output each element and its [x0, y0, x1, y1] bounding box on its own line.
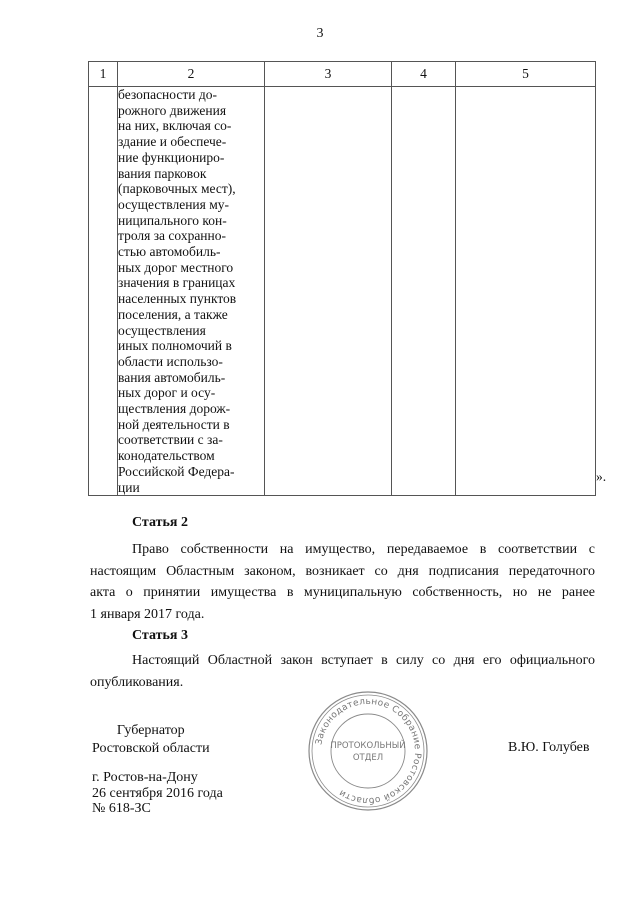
stamp-inner-line-1: ПРОТОКОЛЬНЫЙ	[330, 741, 406, 751]
cell-line: ной деятельности в	[118, 416, 230, 432]
table-header-cell: 1	[89, 62, 118, 87]
paragraph-line: опубликования.	[90, 674, 184, 690]
paragraph-line: Настоящий Областной закон вступает в силу со дня его официального	[132, 653, 595, 668]
signatory-region: Ростовской области	[92, 741, 210, 756]
paragraph-line: Право собственности на имущество, передаваемое в соответствии с	[132, 542, 595, 557]
cell-line: ции	[118, 479, 140, 495]
cell-line: ных дорог местного	[118, 259, 234, 275]
cell-line: поселения, а также	[118, 306, 228, 322]
cell-line: вания автомобиль-	[118, 369, 226, 385]
signatory-position: Губернатор	[116, 723, 185, 738]
table-row	[89, 87, 596, 496]
stamp-outer-text: Законодательное Собрание Ростовской области	[314, 696, 423, 806]
cell-line: рожного движения	[118, 102, 227, 118]
cell-line: стью автомобиль-	[118, 244, 221, 260]
cell-line: троля за сохранно-	[118, 228, 226, 244]
cell-line: на них, включая со-	[118, 118, 232, 134]
table-cell	[392, 87, 456, 496]
official-stamp	[306, 689, 430, 813]
table-header-cell: 4	[392, 62, 456, 87]
stamp-inner-line-2: ОТДЕЛ	[352, 753, 384, 763]
article-3-text	[90, 650, 595, 693]
signatory-title	[92, 722, 210, 758]
table-header-cell: 3	[265, 62, 392, 87]
cell-line: ние функциониро-	[118, 149, 225, 165]
table-cell	[456, 87, 596, 496]
cell-line: безопасности до-	[118, 87, 217, 102]
article-3-title: Статья 3	[132, 628, 188, 643]
cell-line: (парковочных мест),	[118, 181, 236, 197]
cell-line: Российской Федера-	[118, 463, 235, 479]
table-cell	[89, 87, 118, 496]
cell-line: ниципального кон-	[118, 212, 227, 228]
law-number: № 618-ЗС	[92, 801, 151, 816]
signing-date: 26 сентября 2016 года	[92, 785, 223, 801]
cell-line: населенных пунктов	[118, 291, 237, 307]
cell-line: здание и обеспече-	[118, 134, 227, 150]
cell-line: значения в границах	[118, 275, 236, 291]
cell-line: осуществления му-	[118, 196, 230, 212]
paragraph-line: акта о принятии имущества в муниципальную собственность, но не ранее	[90, 585, 595, 600]
paragraph-line: 1 января 2017 года.	[90, 606, 205, 622]
cell-line: конодательством	[118, 448, 215, 464]
place-and-date	[92, 770, 223, 817]
stamp-seal-graphic	[306, 689, 430, 813]
closing-quote: ».	[596, 469, 607, 484]
article-2-text	[90, 539, 595, 625]
cell-line: вания парковок	[118, 165, 207, 181]
cell-line: области использо-	[118, 353, 223, 369]
cell-line: ществления дорож-	[118, 401, 231, 417]
city: г. Ростов-на-Дону	[92, 770, 198, 785]
table-header-cell: 5	[456, 62, 596, 87]
continuation-table	[88, 61, 596, 496]
article-2-title: Статья 2	[132, 515, 188, 530]
table-header-cell: 2	[118, 62, 265, 87]
cell-line: соответствии с за-	[118, 432, 223, 448]
table-header-row	[89, 62, 596, 87]
cell-line: иных полномочий в	[118, 338, 232, 354]
paragraph-line: настоящим Областным законом, возникает со дня подписания передаточного	[90, 563, 595, 579]
cell-line: осуществления	[118, 322, 206, 338]
table-cell-description	[118, 87, 265, 496]
table-cell	[265, 87, 392, 496]
page-number: 3	[316, 26, 324, 41]
signatory-name: В.Ю. Голубев	[508, 740, 590, 755]
cell-line: ных дорог и осу-	[118, 385, 216, 401]
svg-text:Законодательное Собрание Росто	[314, 697, 422, 805]
